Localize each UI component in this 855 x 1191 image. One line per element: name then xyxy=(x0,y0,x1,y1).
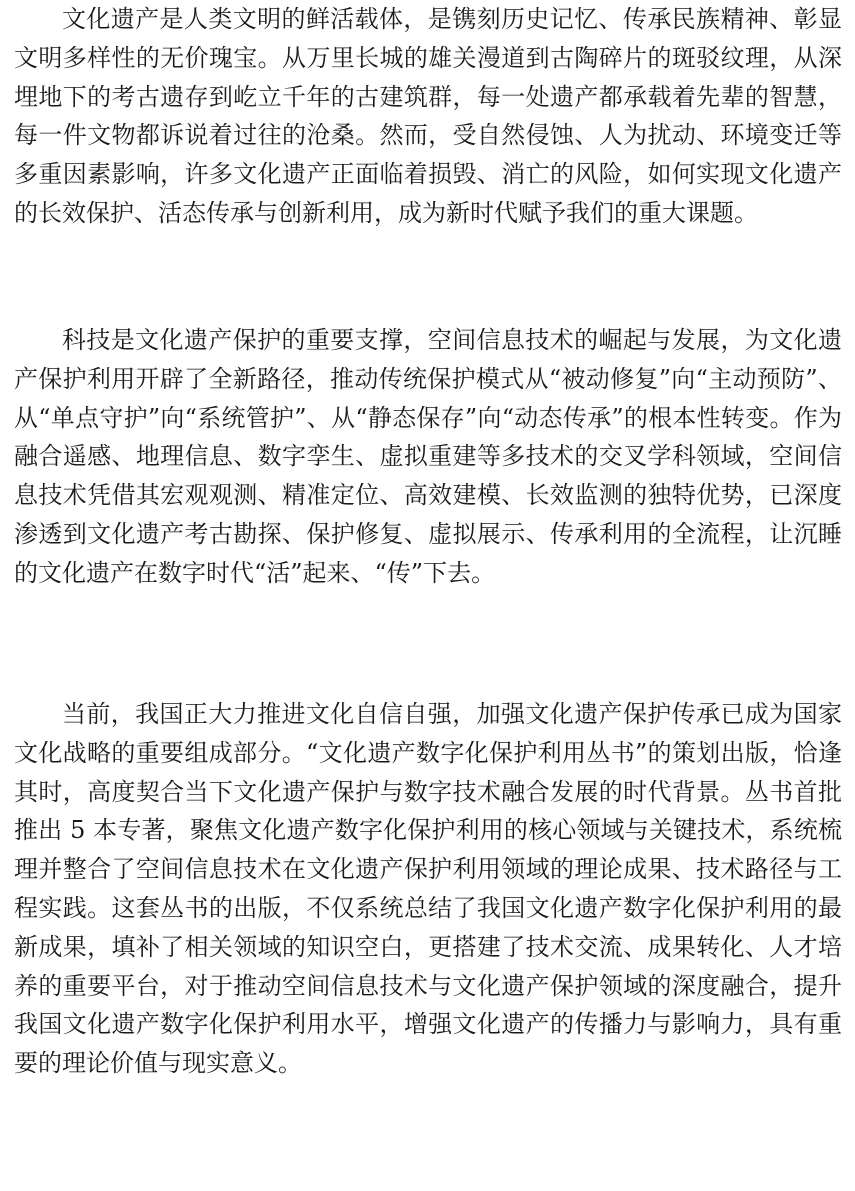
paragraph-1: 文化遗产是人类文明的鲜活载体，是镌刻历史记忆、传承民族精神、彰显文明多样性的无价瑰宝。从万里长城的雄关漫道到古陶碎片的斑驳纹理，从深埋地下的考古遗存到屹立千年的古建筑群，每一处遗产都承载着先辈的智慧，每一件文物都诉说着过往的沧桑。然而，受自然侵蚀、人为扰动、环境变迁等多重因素影响，许多文化遗产正面临着损毁、消亡的风险，如何实现文化遗产的长效保护、活态传承与创新利用，成为新时代赋予我们的重大课题。 xyxy=(14,5,842,227)
paragraph-3: 当前，我国正大力推进文化自信自强，加强文化遗产保护传承已成为国家文化战略的重要组成部分。“文化遗产数字化保护利用丛书”的策划出版，恰逢其时，高度契合当下文化遗产保护与数字技术融合发展的时代背景。丛书首批推出 5 本专著，聚焦文化遗产数字化保护利用的核心领域与关键技术，系统梳理并整合了空间信息技术在文化遗产保护利用领域的理论成果、技术路径与工程实践。这套丛书的出版，不仅系统总结了我国文化遗产数字化保护利用的最新成果，填补了相关领域的知识空白，更搭建了技术交流、成果转化、人才培养的重要平台，对于推动空间信息技术与文化遗产保护领域的深度融合，提升我国文化遗产数字化保护利用水平，增强文化遗产的传播力与影响力，具有重要的理论价值与现实意义。 xyxy=(14,700,842,1078)
paragraph-2: 科技是文化遗产保护的重要支撑，空间信息技术的崛起与发展，为文化遗产保护利用开辟了全新路径，推动传统保护模式从“被动修复”向“主动预防”、从“单点守护”向“系统管护”、从“静态保存”向“动态传承”的根本性转变。作为融合遥感、地理信息、数字孪生、虚拟重建等多技术的交叉学科领域，空间信息技术凭借其宏观观测、精准定位、高效建模、长效监测的独特优势，已深度渗透到文化遗产考古勘探、保护修复、虚拟展示、传承利用的全流程，让沉睡的文化遗产在数字时代“活”起来、“传”下去。 xyxy=(14,326,842,587)
document-page xyxy=(14,0,842,1191)
